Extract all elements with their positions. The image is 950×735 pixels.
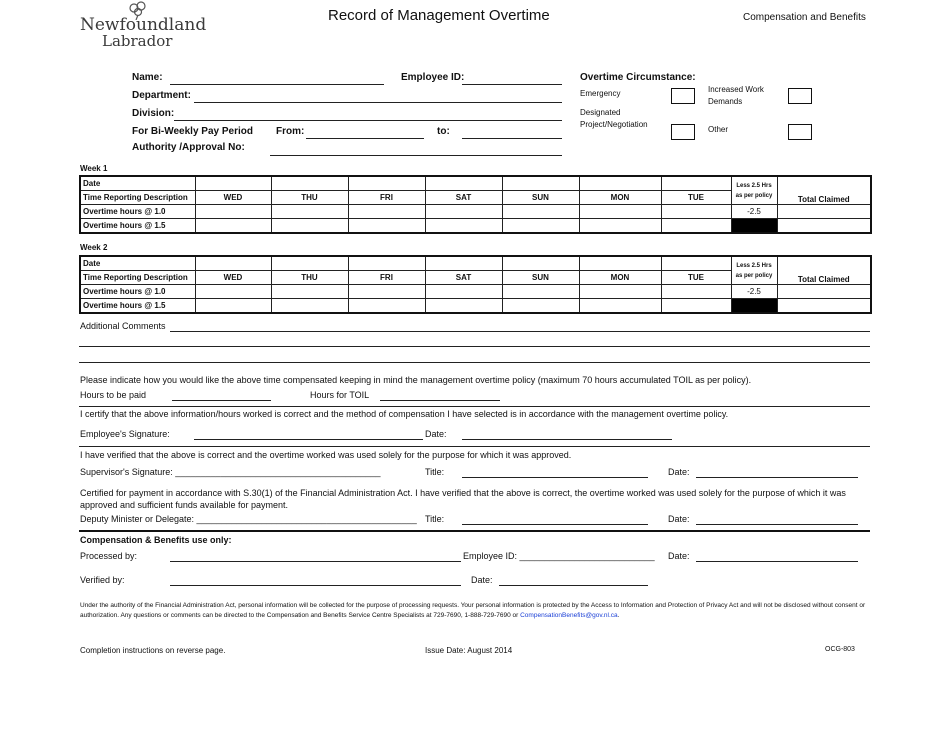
table-row [80, 256, 871, 271]
payment-date-label: Date: [668, 514, 690, 524]
section-divider [79, 406, 870, 407]
logo-line1: Newfoundland [80, 15, 207, 35]
date-cell[interactable] [425, 176, 502, 191]
table-row [80, 219, 871, 234]
day-header: SAT [425, 191, 502, 205]
division-field[interactable] [174, 120, 562, 121]
to-label: to: [437, 126, 450, 137]
day-header: WED [195, 271, 271, 285]
less-value: -2.5 [731, 205, 777, 219]
employee-signature-label: Employee's Signature: [80, 429, 170, 439]
footer-issue-date: Issue Date: August 2014 [425, 646, 513, 655]
hours-cell[interactable] [425, 219, 502, 234]
designated-checkbox[interactable] [671, 124, 695, 140]
logo [80, 0, 207, 50]
row-label-ot15: Overtime hours @ 1.5 [80, 299, 195, 314]
row-label-ot10: Overtime hours @ 1.0 [80, 285, 195, 299]
deputy-signature-field[interactable]: Deputy Minister or Delegate: ____________________________________________ [80, 514, 417, 524]
circumstance-title: Overtime Circumstance: [580, 72, 696, 83]
comments-label: Additional Comments [80, 321, 166, 331]
verified-date-field[interactable] [499, 585, 648, 586]
comments-line-1[interactable] [170, 331, 870, 332]
privacy-end: . [617, 612, 620, 619]
date-cell[interactable] [271, 176, 348, 191]
hours-cell[interactable] [271, 205, 348, 219]
hours-cell[interactable] [348, 219, 425, 234]
date-cell[interactable] [579, 256, 661, 271]
department-header: Compensation and Benefits [743, 12, 866, 23]
hours-cell[interactable] [502, 205, 579, 219]
less-header: Less 2.5 Hrs as per policy [731, 256, 777, 285]
from-label: From: [276, 126, 305, 137]
date-cell[interactable] [195, 256, 271, 271]
date-cell[interactable] [661, 176, 731, 191]
hours-cell[interactable] [425, 205, 502, 219]
hours-cell[interactable] [348, 285, 425, 299]
day-header: FRI [348, 271, 425, 285]
supervisor-statement: I have verified that the above is correct and the overtime worked was used solely for the purpose for which it was approved. [80, 450, 572, 460]
hours-toil-field[interactable] [380, 400, 500, 401]
row-label-date: Date [80, 256, 195, 271]
hours-cell[interactable] [271, 299, 348, 314]
privacy-notice [80, 601, 870, 621]
day-header: MON [579, 191, 661, 205]
logo-line2: Labrador [102, 32, 173, 50]
total-cell[interactable] [777, 285, 871, 299]
from-field[interactable] [306, 138, 424, 139]
row-label-ot10: Overtime hours @ 1.0 [80, 205, 195, 219]
date-cell[interactable] [502, 176, 579, 191]
supervisor-signature-field[interactable]: Supervisor's Signature: _________________________________________ [80, 467, 381, 477]
hours-cell[interactable] [661, 219, 731, 234]
processed-by-label: Processed by: [80, 551, 138, 561]
designated-label: Designated Project/Negotiation [580, 108, 648, 129]
footer-form-number: OCG-803 [825, 646, 855, 653]
hours-cell[interactable] [195, 299, 271, 314]
week1-table [79, 175, 872, 234]
section-divider [79, 446, 870, 447]
employee-signature-field[interactable] [194, 439, 423, 440]
day-header: MON [579, 271, 661, 285]
certify-date-label: Date: [425, 429, 447, 439]
date-cell[interactable] [579, 176, 661, 191]
date-cell[interactable] [348, 256, 425, 271]
hours-cell[interactable] [661, 205, 731, 219]
office-use-title: Compensation & Benefits use only: [80, 535, 232, 545]
certify-date-field[interactable] [462, 439, 672, 440]
day-header: SAT [425, 271, 502, 285]
day-header: THU [271, 191, 348, 205]
department-label: Department: [132, 90, 191, 101]
table-row [80, 176, 871, 191]
total-cell[interactable] [777, 205, 871, 219]
day-header: SUN [502, 271, 579, 285]
to-field[interactable] [462, 138, 562, 139]
office-date-label: Date: [668, 551, 690, 561]
verified-date-label: Date: [471, 575, 493, 585]
hours-cell[interactable] [195, 219, 271, 234]
day-header: FRI [348, 191, 425, 205]
name-field[interactable] [170, 84, 384, 85]
date-cell[interactable] [271, 256, 348, 271]
comments-line-3[interactable] [79, 362, 870, 363]
emergency-label: Emergency [580, 89, 621, 98]
hours-cell[interactable] [502, 299, 579, 314]
hours-cell[interactable] [661, 299, 731, 314]
hours-cell[interactable] [348, 205, 425, 219]
hours-cell[interactable] [579, 285, 661, 299]
hours-toil-label: Hours for TOIL [310, 390, 370, 400]
verified-by-label: Verified by: [80, 575, 125, 585]
comments-line-2[interactable] [79, 346, 870, 347]
hours-cell[interactable] [579, 299, 661, 314]
department-field[interactable] [194, 102, 562, 103]
hours-cell[interactable] [579, 219, 661, 234]
week1-label: Week 1 [80, 164, 108, 173]
hours-cell[interactable] [348, 299, 425, 314]
day-header: SUN [502, 191, 579, 205]
date-cell[interactable] [425, 256, 502, 271]
day-header: TUE [661, 271, 731, 285]
table-row [80, 285, 871, 299]
hours-cell[interactable] [271, 219, 348, 234]
employee-id-field[interactable] [462, 84, 562, 85]
hours-cell[interactable] [425, 285, 502, 299]
day-header: TUE [661, 191, 731, 205]
blocked-cell [731, 299, 777, 314]
emergency-checkbox[interactable] [671, 88, 695, 104]
hours-paid-field[interactable] [172, 400, 271, 401]
supervisor-title-field[interactable] [462, 477, 648, 478]
blocked-cell [731, 219, 777, 234]
payment-title-field[interactable] [462, 524, 648, 525]
hours-cell[interactable] [502, 285, 579, 299]
authority-label: Authority /Approval No: [132, 142, 245, 153]
payment-statement: Certified for payment in accordance with S.30(1) of the Financial Administration Act. I have verified that the above is correct, the overtime worked was used solely for the purpose of which it was approved and sufficient funds available for payment. [80, 488, 846, 510]
table-row [80, 205, 871, 219]
supervisor-date-label: Date: [668, 467, 690, 477]
supervisor-title-label: Title: [425, 467, 445, 477]
pay-period-label: For Bi-Weekly Pay Period [132, 126, 253, 137]
less-value: -2.5 [731, 285, 777, 299]
row-label-desc: Time Reporting Description [80, 271, 195, 285]
day-header: WED [195, 191, 271, 205]
authority-field[interactable] [270, 155, 562, 156]
hours-cell[interactable] [661, 285, 731, 299]
footer-instructions: Completion instructions on reverse page. [80, 646, 226, 655]
division-label: Division: [132, 108, 175, 119]
total-header: Total Claimed [777, 256, 871, 285]
day-header: THU [271, 271, 348, 285]
date-cell[interactable] [348, 176, 425, 191]
total-header: Total Claimed [777, 176, 871, 205]
employee-id-label: Employee ID: [401, 72, 465, 83]
less-header: Less 2.5 Hrs as per policy [731, 176, 777, 205]
processed-by-field[interactable] [170, 561, 461, 562]
row-label-desc: Time Reporting Description [80, 191, 195, 205]
payment-title-label: Title: [425, 514, 445, 524]
date-cell[interactable] [661, 256, 731, 271]
supervisor-date-field[interactable] [696, 477, 858, 478]
name-label: Name: [132, 72, 163, 83]
other-checkbox[interactable] [788, 124, 812, 140]
total-cell[interactable] [777, 299, 871, 314]
hours-cell[interactable] [425, 299, 502, 314]
week2-table [79, 255, 872, 314]
compensation-instruction: Please indicate how you would like the above time compensated keeping in mind the management overtime policy (maximum 70 hours accumulated TOIL as per policy). [80, 375, 752, 385]
increased-work-checkbox[interactable] [788, 88, 812, 104]
week2-label: Week 2 [80, 243, 108, 252]
date-cell[interactable] [195, 176, 271, 191]
hours-cell[interactable] [271, 285, 348, 299]
date-cell[interactable] [502, 256, 579, 271]
privacy-email-link[interactable]: CompensationBenefits@gov.nl.ca [520, 612, 618, 619]
hours-cell[interactable] [579, 205, 661, 219]
hours-cell[interactable] [502, 219, 579, 234]
row-label-ot15: Overtime hours @ 1.5 [80, 219, 195, 234]
certify-statement: I certify that the above information/hours worked is correct and the method of compensation I have selected is in accordance with the management overtime policy. [80, 409, 729, 419]
hours-cell[interactable] [195, 285, 271, 299]
hours-cell[interactable] [195, 205, 271, 219]
privacy-text: Under the authority of the Financial Administration Act, personal information will be collected for the purpose of processing requests. Your personal information is protected by the Access to Information and Protection of Privacy Act and will not be disclosed without consent or authorization. Any questions or comments can be directed to the Compensation and Benefits Service Centre Specialists at 729-7690, 1-888-729-7690 or [80, 602, 866, 619]
office-employee-id-field[interactable]: Employee ID: ___________________________ [463, 551, 655, 561]
verified-by-field[interactable] [170, 585, 461, 586]
payment-date-field[interactable] [696, 524, 858, 525]
total-cell[interactable] [777, 219, 871, 234]
row-label-date: Date [80, 176, 195, 191]
table-row [80, 299, 871, 314]
page-title: Record of Management Overtime [328, 7, 550, 24]
hours-paid-label: Hours to be paid [80, 390, 147, 400]
office-date-field[interactable] [696, 561, 858, 562]
other-label: Other [708, 125, 729, 134]
section-divider-thick [79, 530, 870, 532]
increased-work-label: Increased Work Demands [708, 85, 764, 106]
